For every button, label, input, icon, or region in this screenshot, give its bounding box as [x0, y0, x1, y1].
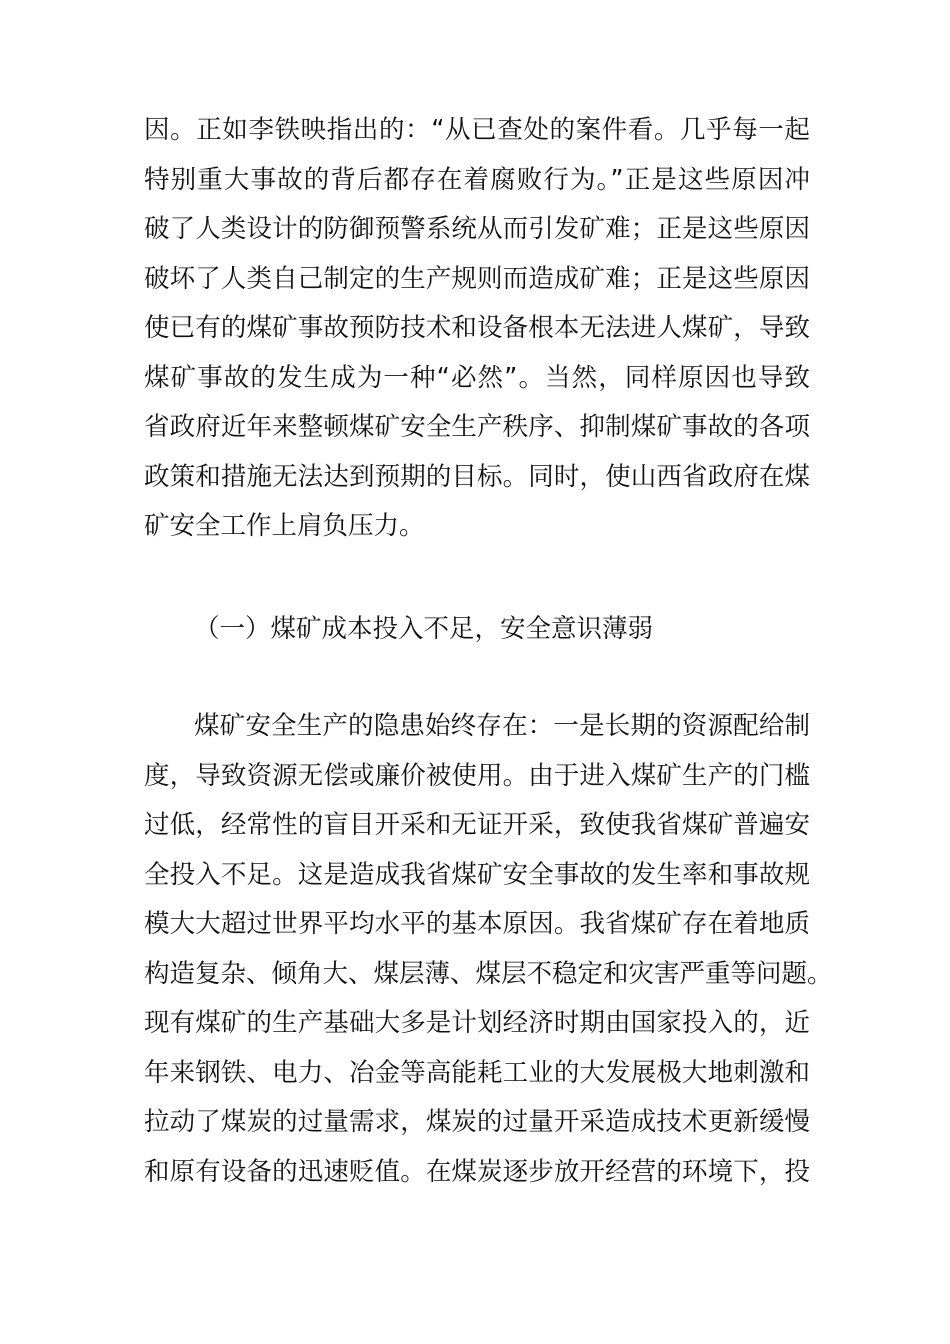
paragraph-1-line: 因。正如李铁映指出的：“从已查处的案件看。几乎每一起 [144, 115, 810, 145]
paragraph-1 [144, 106, 810, 552]
paragraph-2-line: 全投入不足。这是造成我省煤矿安全事故的发生率和事故规 [144, 859, 810, 890]
paragraph-1-line: 破坏了人类自己制定的生产规则而造成矿难；正是这些原因 [144, 263, 810, 294]
paragraph-2-line: 构造复杂、倾角大、煤层薄、煤层不稳定和灾害严重等问题。 [144, 958, 833, 989]
paragraph-1-line: 使已有的煤矿事故预防技术和设备根本无法进人煤矿，导致 [144, 313, 810, 343]
paragraph-1-line: 矿安全工作上肩负压力。 [144, 511, 425, 541]
paragraph-1-line: 省政府近年来整顿煤矿安全生产秩序、抑制煤矿事故的各项 [144, 412, 810, 442]
paragraph-2-line: 现有煤矿的生产基础大多是计划经济时期由国家投入的，近 [144, 1008, 810, 1038]
paragraph-2-line: 模大大超过世界平均水平的基本原因。我省煤矿存在着地质 [144, 909, 810, 939]
paragraph-1-line: 特别重大事故的背后都存在着腐败行为。”正是这些原因冲 [144, 164, 810, 195]
paragraph-2-line: 过低，经常性的盲目开采和无证开采，致使我省煤矿普遍安 [144, 810, 810, 840]
paragraph-1-line: 破了人类设计的防御预警系统从而引发矿难；正是这些原因 [144, 214, 810, 244]
paragraph-2-line: 年来钢铁、电力、冶金等高能耗工业的大发展极大地刺激和 [144, 1057, 810, 1088]
section-heading: （一）煤矿成本投入不足，安全意识薄弱 [194, 614, 654, 644]
paragraph-2-line: 煤矿安全生产的隐患始终存在：一是长期的资源配给制 [194, 711, 810, 741]
paragraph-2-line: 和原有设备的迅速贬值。在煤炭逐步放开经营的环境下，投 [144, 1156, 810, 1187]
paragraph-2 [144, 702, 833, 1197]
paragraph-2-line: 拉动了煤炭的过量需求，煤炭的过量开采造成技术更新缓慢 [144, 1107, 810, 1137]
paragraph-1-line: 煤矿事故的发生成为一种“必然”。当然，同样原因也导致 [144, 362, 810, 393]
paragraph-2-line: 度，导致资源无偿或廉价被使用。由于进入煤矿生产的门槛 [144, 760, 810, 791]
paragraph-1-line: 政策和措施无法达到预期的目标。同时，使山西省政府在煤 [144, 461, 810, 492]
